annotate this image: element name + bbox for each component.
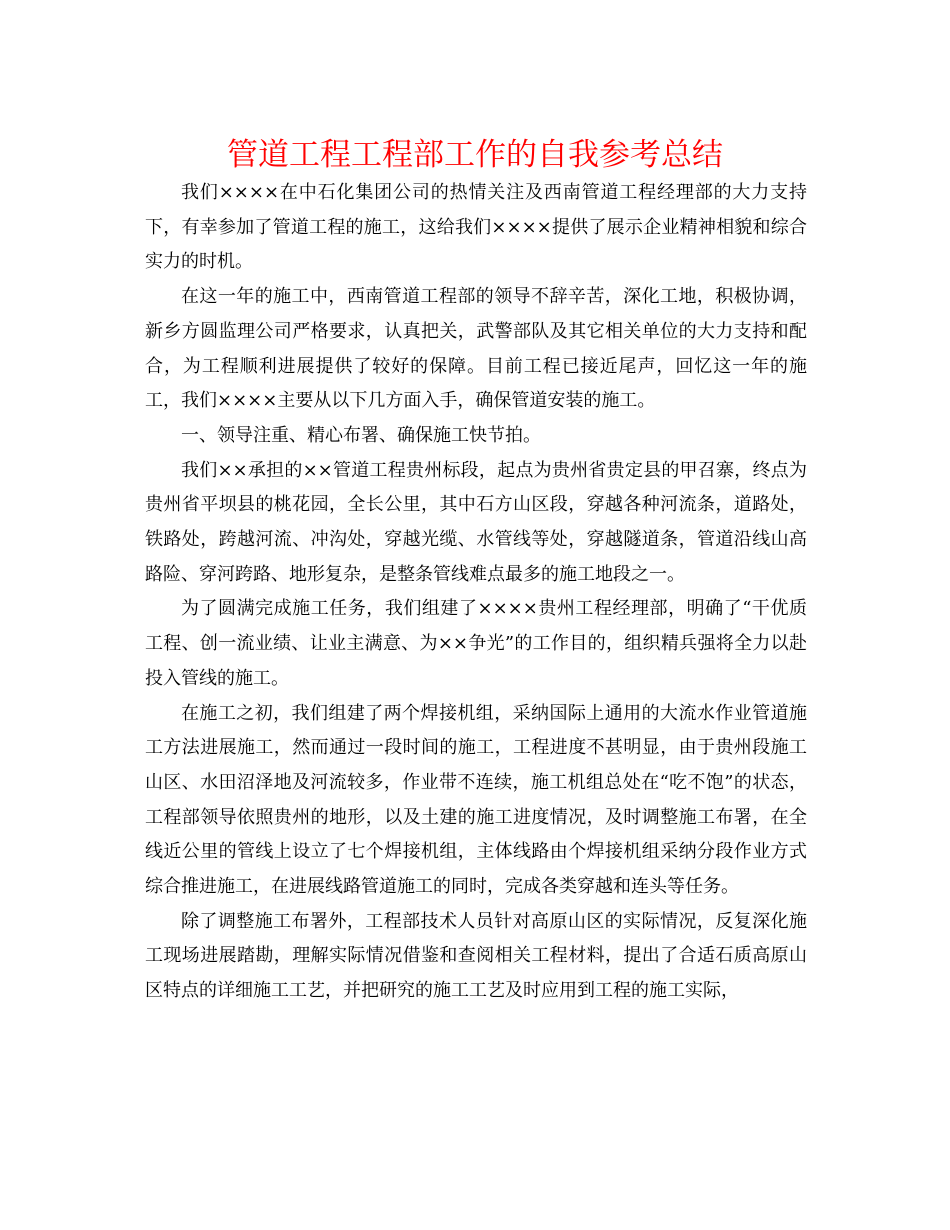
paragraph-year-review: 在这一年的施工中，西南管道工程部的领导不辞辛苦，深化工地，积极协调，新乡方圆监理公司严格要求，认真把关，武警部队及其它相关单位的大力支持和配合，为工程顺利进展提供了较好的保障。目前工程已接近尾声，回忆这一年的施工，我们××××主要从以下几方面入手，确保管道安装的施工。 xyxy=(145,286,807,412)
document-body xyxy=(145,176,807,1009)
section-heading-1: 一、领导注重、精心布署、确保施工快节拍。 xyxy=(181,424,541,446)
paragraph-welding-crews: 在施工之初，我们组建了两个焊接机组，采纳国际上通用的大流水作业管道施工方法进展施工，然而通过一段时间的施工，工程进度不甚明显，由于贵州段施工山区、水田沼泽地及河流较多，作业带不连续，施工机组总处在“吃不饱”的状态，工程部领导依照贵州的地形，以及土建的施工进度情况，及时调整施工布署，在全线近公里的管线上设立了七个焊接机组，主体线路由个焊接机组采纳分段作业方式综合推进施工，在进展线路管道施工的同时，完成各类穿越和连头等任务。 xyxy=(145,702,807,898)
document-title: 管道工程工程部工作的自我参考总结 xyxy=(227,137,723,173)
paragraph-technical-staff: 除了调整施工布署外，工程部技术人员针对高原山区的实际情况，反复深化施工现场进展踏勘，理解实际情况借鉴和查阅相关工程材料，提出了合适石质高原山区特点的详细施工工艺，并把研究的施工工艺及时应用到工程的施工实际， xyxy=(145,910,807,1002)
paragraph-organization: 为了圆满完成施工任务，我们组建了××××贵州工程经理部，明确了“干优质工程、创一流业绩、让业主满意、为××争光”的工作目的，组织精兵强将全力以赴投入管线的施工。 xyxy=(145,598,807,689)
paragraph-section-scope: 我们××承担的××管道工程贵州标段，起点为贵州省贵定县的甲召寨，终点为贵州省平坝县的桃花园，全长公里，其中石方山区段，穿越各种河流条，道路处，铁路处，跨越河流、冲沟处，穿越光缆、水管线等处，穿越隧道条，管道沿线山高路险、穿河跨路、地形复杂，是整条管线难点最多的施工地段之一。 xyxy=(145,459,807,585)
paragraph-intro: 我们××××在中石化集团公司的热情关注及西南管道工程经理部的大力支持下，有幸参加了管道工程的施工，这给我们××××提供了展示企业精神相貌和综合实力的时机。 xyxy=(145,182,807,273)
